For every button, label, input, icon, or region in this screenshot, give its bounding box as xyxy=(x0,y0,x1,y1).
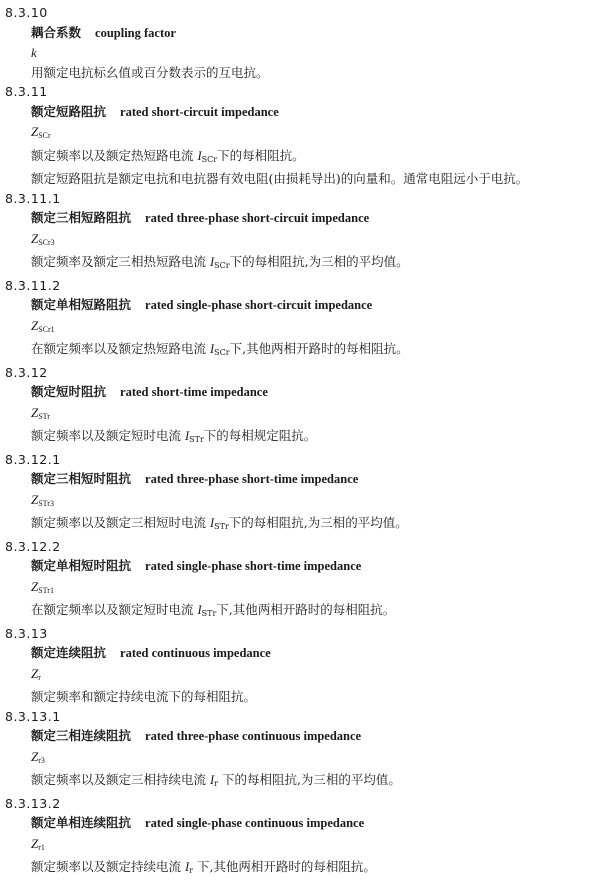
definition-text: 额定频率以及额定热短路电流 xyxy=(31,147,198,163)
term-english: rated continuous impedance xyxy=(120,646,271,660)
definition-text: 额定频率及额定三相热短路电流 xyxy=(31,254,210,269)
term-chinese: 耦合系数 xyxy=(31,24,82,40)
current-symbol: I xyxy=(197,603,202,617)
term-english: rated three-phase short-time impedance xyxy=(145,472,359,486)
current-subscript: STr xyxy=(214,522,229,531)
term-english: rated three-phase continuous impedance xyxy=(145,729,362,743)
term-heading xyxy=(5,102,600,123)
term-heading xyxy=(5,295,600,316)
term-symbol xyxy=(5,577,600,601)
definition-text: 下,其他两相开路时的每相阻抗。 xyxy=(192,859,376,874)
current-symbol: I xyxy=(209,516,215,530)
clause-number: 8.3.10 xyxy=(5,5,48,20)
clause-number-line xyxy=(5,537,600,557)
term-definition xyxy=(5,252,600,276)
definition-text: 下的每相阻抗,为三相的平均值。 xyxy=(229,254,409,269)
current-subscript: SCr xyxy=(214,348,230,357)
current-symbol: I xyxy=(209,255,215,269)
term-symbol xyxy=(5,229,600,253)
definition-text: 下的每相阻抗,为三相的平均值。 xyxy=(217,772,401,787)
term-entry xyxy=(5,707,600,794)
term-symbol xyxy=(5,834,600,858)
term-definition xyxy=(5,513,600,537)
term-english: rated short-circuit impedance xyxy=(120,104,279,119)
term-definition xyxy=(5,687,600,707)
current-subscript: STr xyxy=(189,435,204,444)
term-chinese: 额定三相连续阻抗 xyxy=(31,728,132,743)
clause-number-line xyxy=(5,363,600,383)
term-entry xyxy=(5,276,600,363)
symbol-subscript: r xyxy=(38,672,41,682)
term-chinese: 额定三相短路阻抗 xyxy=(31,210,132,225)
symbol-main: Z xyxy=(31,665,39,681)
clause-number: 8.3.13 xyxy=(5,625,48,641)
symbol-main: Z xyxy=(31,578,39,594)
term-definition xyxy=(5,339,600,363)
term-symbol xyxy=(5,43,600,63)
term-definition xyxy=(5,169,600,189)
current-subscript: STr xyxy=(201,609,217,618)
definition-text: 额定频率和额定持续电流下的每相阻抗。 xyxy=(31,689,257,704)
term-heading xyxy=(5,726,600,747)
term-english: rated short-time impedance xyxy=(120,385,268,399)
term-chinese: 额定连续阻抗 xyxy=(31,645,107,660)
clause-number-line xyxy=(5,450,600,470)
term-entry xyxy=(5,450,600,537)
symbol-subscript: r1 xyxy=(38,842,45,852)
term-chinese: 额定短路阻抗 xyxy=(31,103,107,119)
clause-number-line xyxy=(5,794,600,814)
current-subscript: SCr xyxy=(201,154,218,164)
clause-number-line xyxy=(5,276,600,296)
symbol-main: Z xyxy=(31,230,39,246)
clause-number: 8.3.13.1 xyxy=(5,708,61,724)
term-heading xyxy=(5,556,600,577)
term-english: coupling factor xyxy=(95,25,176,40)
term-symbol xyxy=(5,403,600,427)
term-chinese: 额定短时阻抗 xyxy=(31,384,107,399)
symbol-main: Z xyxy=(31,835,39,851)
current-symbol: I xyxy=(209,773,215,787)
term-definition xyxy=(5,146,600,170)
definition-text: 额定短路阻抗是额定电抗和电抗器有效电阻(由损耗导出)的向量和。通常电阻远小于电抗。 xyxy=(31,171,529,186)
term-entry xyxy=(5,363,600,450)
symbol-main: Z xyxy=(31,404,39,420)
current-subscript: SCr xyxy=(214,261,230,270)
symbol-main: k xyxy=(31,45,37,60)
term-entry xyxy=(5,794,600,881)
clause-number-line xyxy=(5,624,600,644)
definition-text: 下的每相阻抗。 xyxy=(217,147,305,163)
current-symbol: I xyxy=(197,148,202,163)
clause-number-line xyxy=(5,707,600,727)
term-chinese: 额定单相短时阻抗 xyxy=(31,558,132,573)
clause-number: 8.3.12.2 xyxy=(5,538,61,554)
definition-text: 用额定电抗标幺值或百分数表示的互电抗。 xyxy=(31,64,269,80)
term-heading xyxy=(5,469,600,490)
definition-text: 下,其他两相开路时的每相阻抗。 xyxy=(229,341,409,356)
definition-text: 额定频率以及额定三相持续电流 xyxy=(31,772,210,787)
definition-text: 在额定频率以及额定短时电流 xyxy=(31,602,198,617)
clause-number: 8.3.11.1 xyxy=(5,190,61,206)
current-subscript: r xyxy=(189,866,193,875)
symbol-subscript: STr3 xyxy=(38,498,54,508)
term-definition xyxy=(5,600,600,624)
term-chinese: 额定单相连续阻抗 xyxy=(31,815,132,830)
term-symbol xyxy=(5,747,600,771)
symbol-subscript: STr xyxy=(38,411,50,421)
clause-number: 8.3.13.2 xyxy=(5,795,61,811)
symbol-subscript: SCr xyxy=(38,131,51,140)
term-symbol xyxy=(5,664,600,688)
term-entry xyxy=(5,82,600,189)
symbol-main: Z xyxy=(31,748,39,764)
definition-text: 下,其他两相开路时的每相阻抗。 xyxy=(216,602,396,617)
term-english: rated single-phase short-circuit impedance xyxy=(145,298,373,312)
term-heading xyxy=(5,23,600,44)
symbol-main: Z xyxy=(31,317,39,333)
definition-text: 下的每相规定阻抗。 xyxy=(203,428,317,443)
term-entry xyxy=(5,3,600,82)
term-definition xyxy=(5,426,600,450)
term-english: rated single-phase continuous impedance xyxy=(145,816,365,830)
current-symbol: I xyxy=(184,860,190,874)
clause-number-line xyxy=(5,189,600,209)
clause-number-line xyxy=(5,3,600,23)
symbol-subscript: SCr1 xyxy=(38,324,55,334)
term-chinese: 额定单相短路阻抗 xyxy=(31,297,132,312)
term-heading xyxy=(5,382,600,403)
symbol-subscript: SCr3 xyxy=(38,237,55,247)
clause-number: 8.3.11.2 xyxy=(5,277,61,293)
term-entry xyxy=(5,624,600,707)
definition-text: 下的每相阻抗,为三相的平均值。 xyxy=(228,515,408,530)
clause-number: 8.3.11 xyxy=(5,84,48,99)
current-symbol: I xyxy=(184,429,190,443)
term-chinese: 额定三相短时阻抗 xyxy=(31,471,132,486)
definition-text: 额定频率以及额定短时电流 xyxy=(31,428,185,443)
clause-number: 8.3.12 xyxy=(5,364,48,380)
current-subscript: r xyxy=(214,779,218,788)
symbol-subscript: STr1 xyxy=(38,585,54,595)
clause-number-line xyxy=(5,82,600,102)
term-heading xyxy=(5,643,600,664)
clause-number: 8.3.12.1 xyxy=(5,451,61,467)
term-english: rated three-phase short-circuit impedance xyxy=(145,211,370,225)
symbol-subscript: r3 xyxy=(38,755,45,765)
term-symbol xyxy=(5,490,600,514)
term-entry xyxy=(5,189,600,276)
current-symbol: I xyxy=(209,342,215,356)
term-symbol xyxy=(5,122,600,146)
term-heading xyxy=(5,813,600,834)
symbol-main: Z xyxy=(31,491,39,507)
definition-text: 在额定频率以及额定热短路电流 xyxy=(31,341,210,356)
term-definition xyxy=(5,857,600,881)
term-english: rated single-phase short-time impedance xyxy=(145,559,362,573)
definition-text: 额定频率以及额定持续电流 xyxy=(31,859,185,874)
term-heading xyxy=(5,208,600,229)
symbol-main: Z xyxy=(31,124,39,139)
term-definition xyxy=(5,63,600,83)
definition-text: 额定频率以及额定三相短时电流 xyxy=(31,515,210,530)
term-symbol xyxy=(5,316,600,340)
term-entry xyxy=(5,537,600,624)
